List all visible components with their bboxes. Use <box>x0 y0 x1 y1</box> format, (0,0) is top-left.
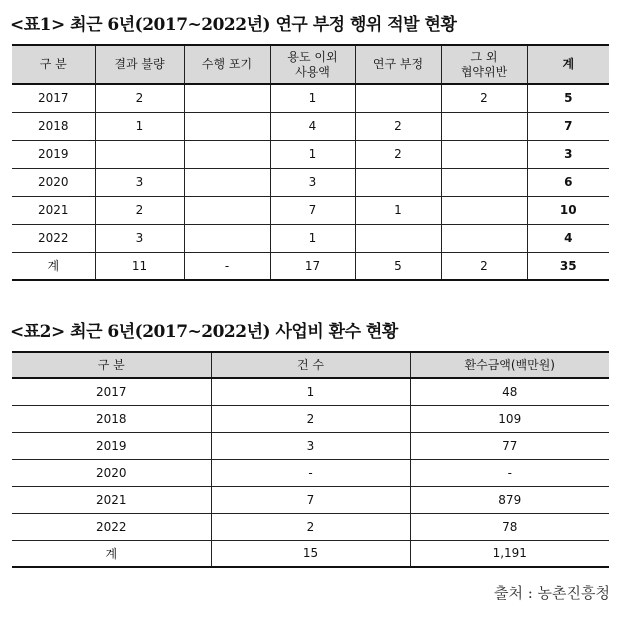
table1-cell: - <box>184 252 270 280</box>
table1-title: <표1> 최근 6년(2017~2022년) 연구 부정 행위 적발 현황 <box>10 15 457 35</box>
table2-row <box>12 432 609 459</box>
table1-row <box>12 140 609 168</box>
table2-cell: 2018 <box>12 405 211 432</box>
table1-cell <box>441 112 527 140</box>
table1-cell <box>95 140 184 168</box>
table1-cell: 10 <box>527 196 609 224</box>
table1-cell: 2019 <box>12 140 95 168</box>
table1-cell: 2 <box>95 84 184 112</box>
budget-recovery-table <box>12 351 609 568</box>
table1-cell: 2018 <box>12 112 95 140</box>
table1-header-row <box>12 45 609 84</box>
table1-cell: 7 <box>270 196 355 224</box>
table1-cell: 17 <box>270 252 355 280</box>
table1-cell <box>355 168 441 196</box>
table1-cell <box>184 84 270 112</box>
source-note: 출처 : 농촌진흥청 <box>493 584 610 602</box>
table2-cell: 2022 <box>12 513 211 540</box>
table1-cell: 35 <box>527 252 609 280</box>
table2-cell: 2 <box>211 513 410 540</box>
table1-cell: 3 <box>270 168 355 196</box>
table1-cell <box>184 196 270 224</box>
table1-cell: 1 <box>270 140 355 168</box>
table1-row <box>12 84 609 112</box>
table1-header-research-misconduct: 연구 부정 <box>355 45 441 84</box>
table1-cell: 2 <box>95 196 184 224</box>
table1-cell: 4 <box>527 224 609 252</box>
table2-cell: - <box>211 459 410 486</box>
table1-row <box>12 224 609 252</box>
table2-cell: 2017 <box>12 378 211 405</box>
table1-cell: 1 <box>95 112 184 140</box>
table2-cell: 1 <box>211 378 410 405</box>
table2-cell: 879 <box>410 486 609 513</box>
table1-cell: 5 <box>527 84 609 112</box>
table1-cell <box>441 224 527 252</box>
table2-cell: 109 <box>410 405 609 432</box>
table1-cell: 1 <box>355 196 441 224</box>
table1-cell: 11 <box>95 252 184 280</box>
table1-cell <box>355 224 441 252</box>
table1-cell <box>184 140 270 168</box>
table2-row <box>12 405 609 432</box>
table2-cell: 7 <box>211 486 410 513</box>
table1-cell <box>184 168 270 196</box>
table1-cell: 2 <box>355 112 441 140</box>
table2-cell: 2020 <box>12 459 211 486</box>
table1-cell <box>441 196 527 224</box>
table1-header-other-violation: 그 외 협약위반 <box>441 45 527 84</box>
table2-cell: 1,191 <box>410 540 609 567</box>
table1-cell <box>355 84 441 112</box>
table2-row <box>12 513 609 540</box>
table1-cell <box>184 224 270 252</box>
table1-cell: 4 <box>270 112 355 140</box>
table1-header-total: 계 <box>527 45 609 84</box>
table2-row <box>12 486 609 513</box>
table2-cell: 48 <box>410 378 609 405</box>
table1-header-abandonment: 수행 포기 <box>184 45 270 84</box>
table1-cell: 2022 <box>12 224 95 252</box>
table2-header-row <box>12 352 609 378</box>
table1-cell: 3 <box>95 168 184 196</box>
table2-cell: - <box>410 459 609 486</box>
table2-title: <표2> 최근 6년(2017~2022년) 사업비 환수 현황 <box>10 322 398 342</box>
table2-cell: 2 <box>211 405 410 432</box>
table1-row <box>12 168 609 196</box>
table1-cell: 3 <box>527 140 609 168</box>
table1-cell <box>184 112 270 140</box>
table2-cell: 2019 <box>12 432 211 459</box>
table1-row <box>12 196 609 224</box>
research-misconduct-table <box>12 44 609 281</box>
table1-row <box>12 252 609 280</box>
table1-cell: 2017 <box>12 84 95 112</box>
table1-cell: 1 <box>270 224 355 252</box>
table1-cell: 2021 <box>12 196 95 224</box>
table2-cell: 15 <box>211 540 410 567</box>
table1-cell: 2 <box>355 140 441 168</box>
table2-header-amount: 환수금액(백만원) <box>410 352 609 378</box>
table1-cell: 2020 <box>12 168 95 196</box>
table2-cell: 3 <box>211 432 410 459</box>
table1-cell: 3 <box>95 224 184 252</box>
table2-row <box>12 459 609 486</box>
table1-header-poor-results: 결과 불량 <box>95 45 184 84</box>
table2-cell: 78 <box>410 513 609 540</box>
table2-row <box>12 378 609 405</box>
table2-cell: 77 <box>410 432 609 459</box>
table2-row <box>12 540 609 567</box>
table1-cell: 1 <box>270 84 355 112</box>
table1-cell: 계 <box>12 252 95 280</box>
table1-cell <box>441 140 527 168</box>
table1-cell: 2 <box>441 252 527 280</box>
table1-cell: 5 <box>355 252 441 280</box>
table1-cell: 2 <box>441 84 527 112</box>
table1-header-misuse: 용도 이외 사용액 <box>270 45 355 84</box>
table1-row <box>12 112 609 140</box>
table2-cell: 계 <box>12 540 211 567</box>
table1-header-category: 구 분 <box>12 45 95 84</box>
table1-cell <box>441 168 527 196</box>
table1-cell: 6 <box>527 168 609 196</box>
table2-cell: 2021 <box>12 486 211 513</box>
table2-header-category: 구 분 <box>12 352 211 378</box>
table1-cell: 7 <box>527 112 609 140</box>
table2-header-count: 건 수 <box>211 352 410 378</box>
